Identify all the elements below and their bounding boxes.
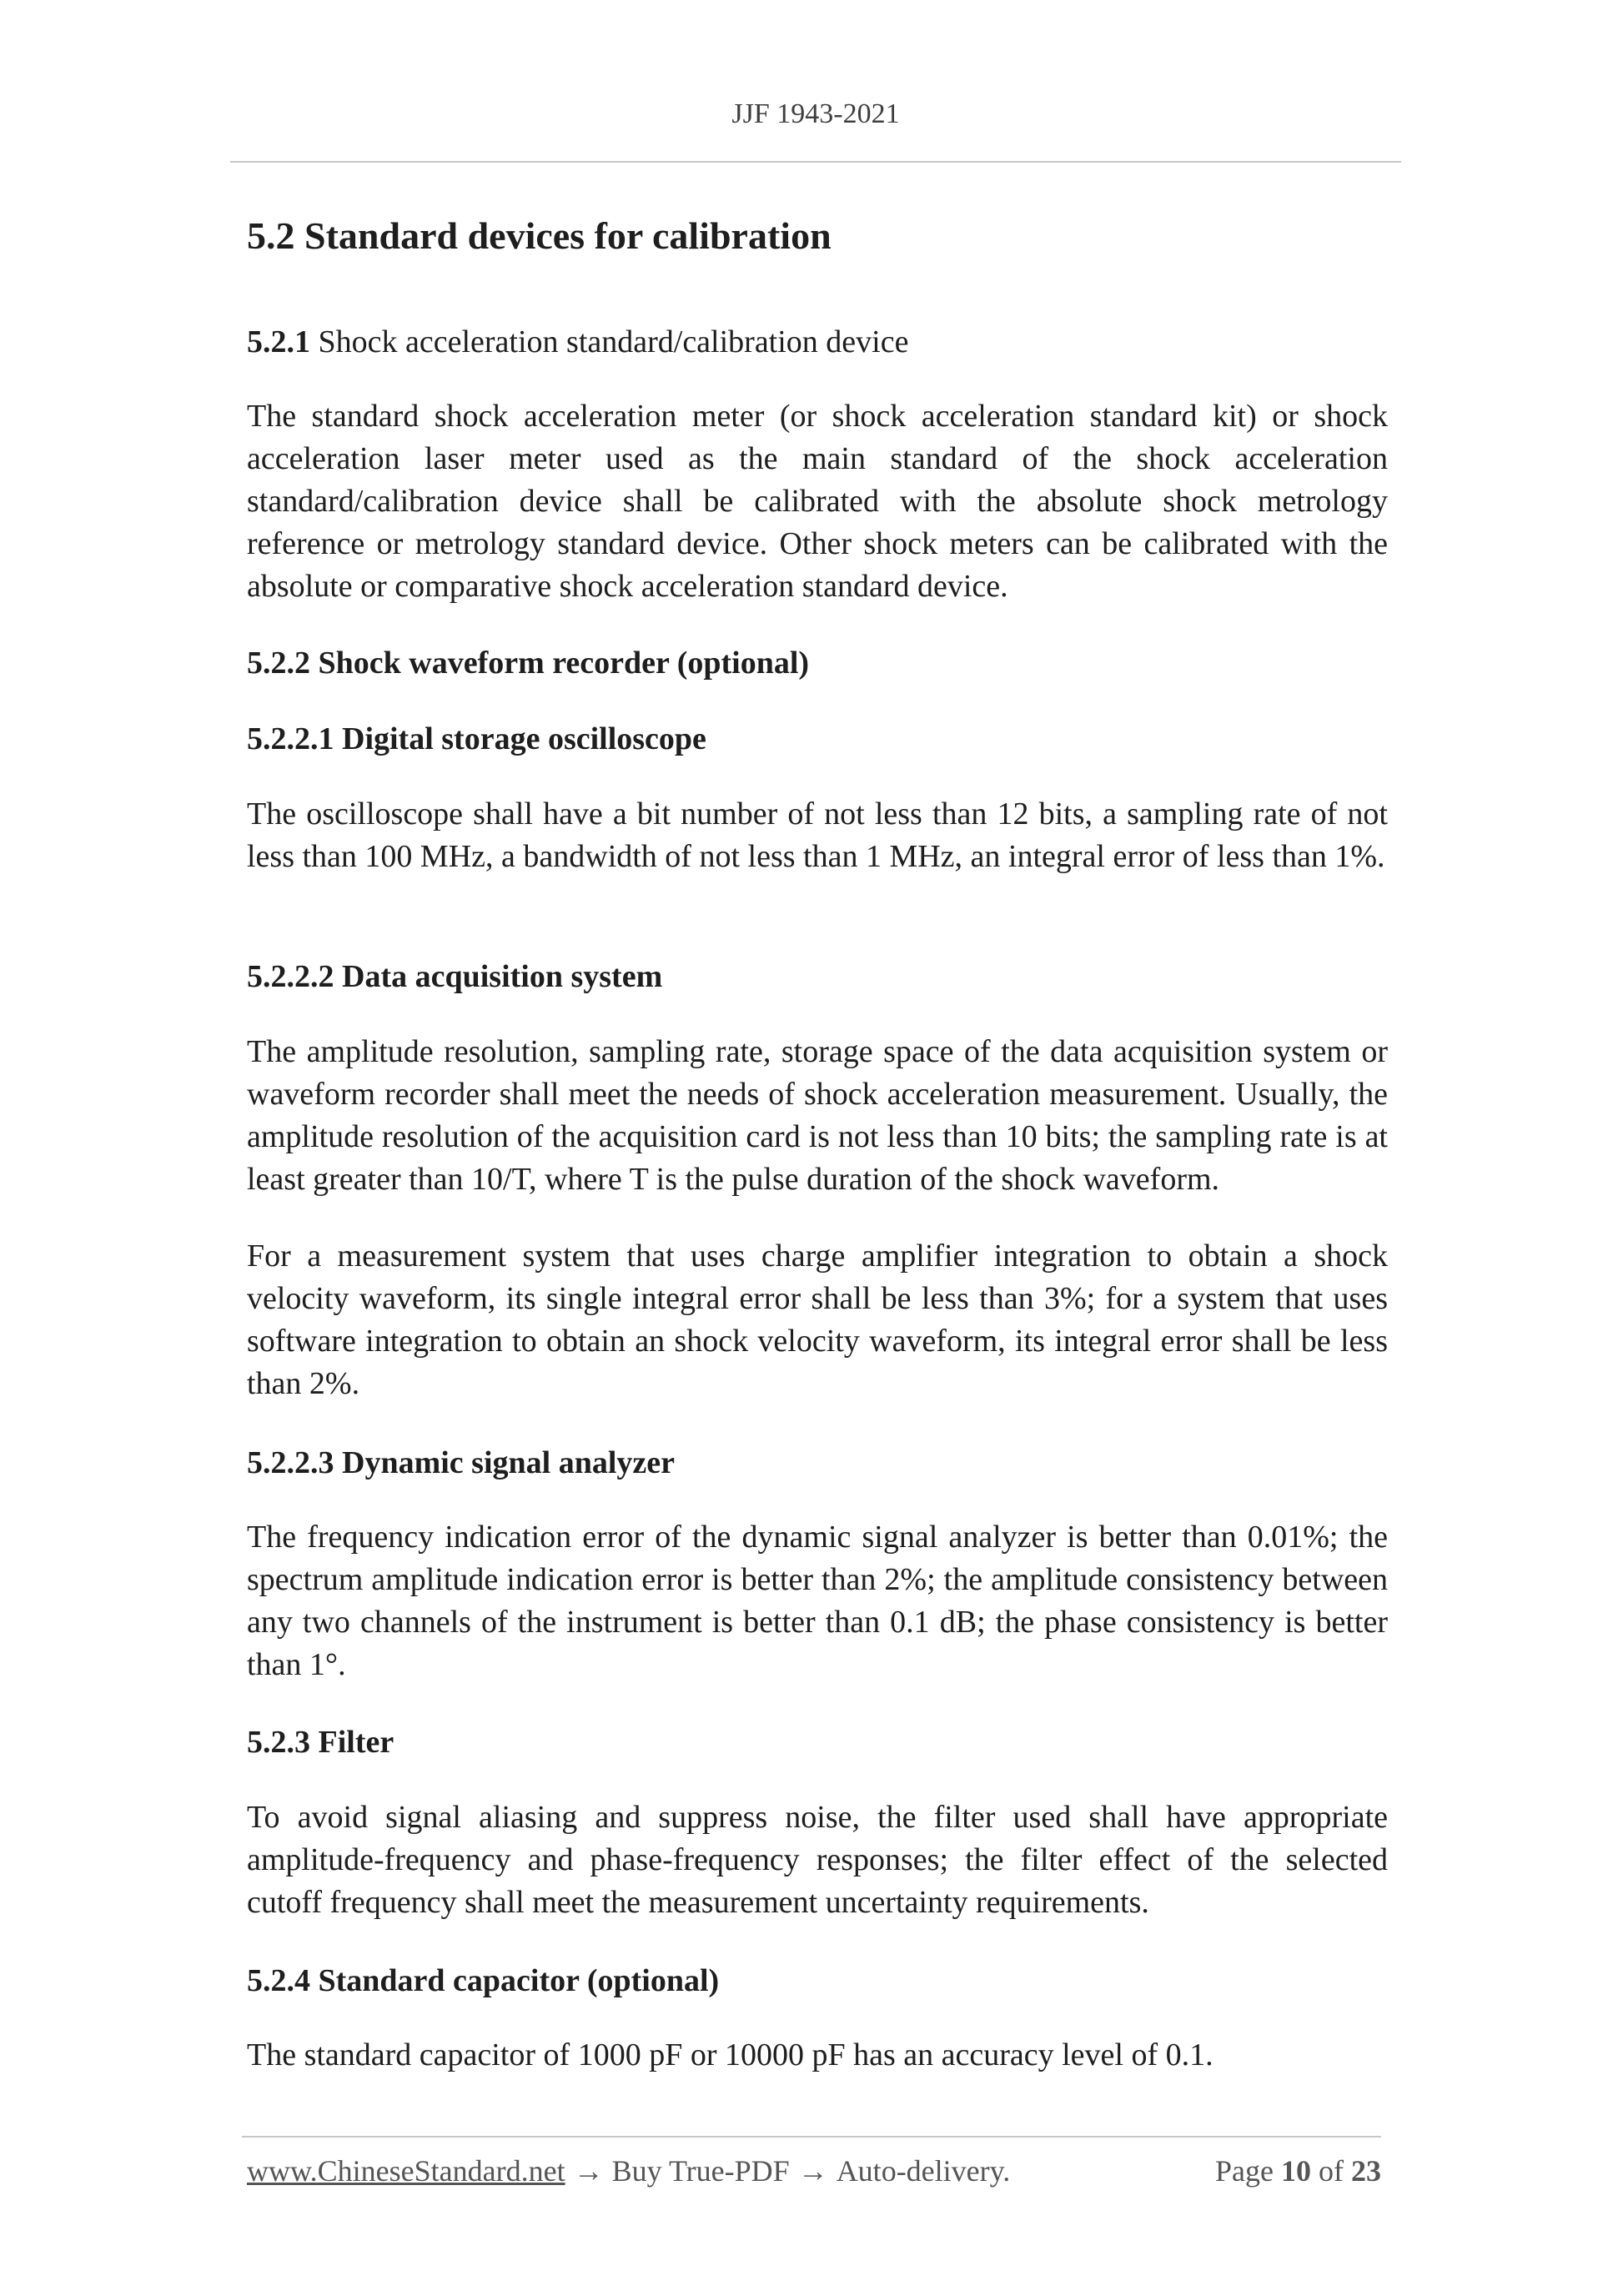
website-link[interactable]: www.ChineseStandard.net (247, 2154, 565, 2188)
footer-divider (242, 2136, 1381, 2138)
paragraph-5-2-1: The standard shock acceleration meter (or shock acceleration standard kit) or shock acceleration laser meter used as the main standard of the shock acceleration standard/calibration device shall be calibrated with the absolute shock metrology reference or metrology standard device. Other shock meters can be calibrated with the absolute or comparative shock acceleration standard device. (247, 399, 1388, 604)
subsection-5-2-4-heading: 5.2.4 Standard capacitor (optional) (247, 1963, 720, 1998)
buy-text: Buy True-PDF (611, 2154, 790, 2188)
page-word: Page (1215, 2154, 1274, 2188)
arrow-right-icon: → (573, 2154, 604, 2188)
paragraph-5-2-2-1: The oscilloscope shall have a bit number of not less than 12 bits, a sampling rate of not less than 100 MHz, a bandwidth of not less than 1 MHz, an integral error of less than 1%. (247, 796, 1388, 874)
subsection-5-2-2-heading: 5.2.2 Shock waveform recorder (optional) (247, 646, 810, 681)
subsection-title: Shock acceleration standard/calibration device (310, 324, 909, 359)
paragraph-5-2-2-3: The frequency indication error of the dynamic signal analyzer is better than 0.01%; the spectrum amplitude indication error is better than 2%; the amplitude consistency between any two channels of the instrument is better than 0.1 dB; the phase consistency is better than 1°. (247, 1520, 1388, 1682)
arrow-right-icon: → (797, 2154, 828, 2188)
paragraph-5-2-3: To avoid signal aliasing and suppress noise, the filter used shall have appropriate amplitude-frequency and phase-frequency responses; the filter effect of the selected cutoff frequency shall meet the measurement uncertainty requirements. (247, 1800, 1388, 1920)
of-word: of (1319, 2154, 1344, 2188)
page-indicator (1215, 2153, 1381, 2188)
paragraph-5-2-2-2-b: For a measurement system that uses charge amplifier integration to obtain a shock velocity waveform, its single integral error shall be less than 3%; for a system that uses software integration to obtain an shock velocity waveform, its integral error shall be less than 2%. (247, 1238, 1388, 1401)
page-footer (247, 2153, 1381, 2188)
paragraph-5-2-4: The standard capacitor of 1000 pF or 10000 pF has an accuracy level of 0.1. (247, 2037, 1213, 2072)
subsection-5-2-3-heading: 5.2.3 Filter (247, 1725, 394, 1760)
page-number: 10 (1281, 2154, 1311, 2188)
paragraph-5-2-2-2-a: The amplitude resolution, sampling rate, storage space of the data acquisition system or waveform recorder shall meet the needs of shock acceleration measurement. Usually, the amplitude resolution of the acquisition card is not less than 10 bits; the sampling rate is at least greater than 10/T, where T is the pulse duration of the shock waveform. (247, 1034, 1388, 1197)
delivery-text: Auto-delivery. (836, 2154, 1011, 2188)
footer-left (247, 2153, 1010, 2188)
subsection-5-2-2-1-heading: 5.2.2.1 Digital storage oscilloscope (247, 721, 706, 756)
document-header: JJF 1943-2021 (731, 98, 900, 129)
subsection-5-2-1-heading (247, 321, 1388, 364)
subsection-number: 5.2.1 (247, 324, 310, 359)
subsection-5-2-2-2-heading: 5.2.2.2 Data acquisition system (247, 959, 663, 994)
total-pages: 23 (1351, 2154, 1381, 2188)
subsection-5-2-2-3-heading: 5.2.2.3 Dynamic signal analyzer (247, 1445, 675, 1480)
header-divider (230, 161, 1401, 163)
section-title: 5.2 Standard devices for calibration (247, 214, 832, 257)
